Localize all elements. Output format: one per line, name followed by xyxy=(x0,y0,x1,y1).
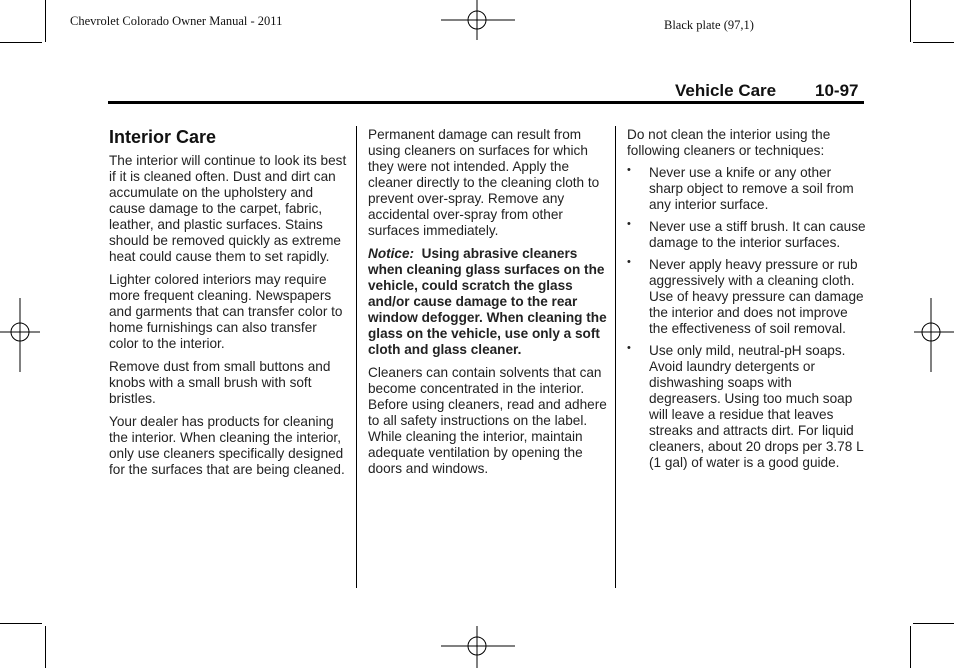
registration-mark-top-icon xyxy=(441,0,515,40)
plate-label: Black plate (97,1) xyxy=(664,18,754,32)
registration-mark-right-icon xyxy=(914,298,954,372)
column-1 xyxy=(109,127,347,485)
section-rule xyxy=(108,101,864,104)
list-item: • Never apply heavy pressure or rub aggressively with a cleaning cloth. Use of heavy pressure can damage the interior and does not improve the effectiveness of soil removal. xyxy=(627,256,864,336)
manual-title: Chevrolet Colorado Owner Manual - 2011 xyxy=(70,14,283,28)
paragraph: Permanent damage can result from using cleaners on surfaces for which they were not intended. Apply the cleaner directly to the cleaning cloth to prevent over-spray. Remove any accidental over-spray from other surfaces immediately. xyxy=(368,127,600,238)
paragraph: Do not clean the interior using the following cleaners or techniques: xyxy=(627,127,831,158)
column-divider-1 xyxy=(356,126,357,588)
paragraph: Lighter colored interiors may require more frequent cleaning. Newspapers and garments that can transfer color to home furnishings can also transfer color to the interior. xyxy=(109,272,343,351)
notice xyxy=(368,246,608,358)
section-title: Vehicle Care xyxy=(675,81,777,100)
interior-care-heading: Interior Care xyxy=(109,127,217,147)
list-item: • Never use a stiff brush. It can cause damage to the interior surfaces. xyxy=(627,218,866,250)
list-item: • Never use a knife or any other sharp object to remove a soil from any interior surface. xyxy=(627,164,854,212)
paragraph: Your dealer has products for cleaning the interior. When cleaning the interior, only use cleaners specifically designed for the surfaces that are being cleaned. xyxy=(109,414,345,477)
paragraph: Cleaners can contain solvents that can become concentrated in the interior. Before using cleaners, read and adhere to all safety instructions on the label. While cleaning the interior, maintain adequate ventilation by opening the doors and windows. xyxy=(368,365,607,476)
bullet-icon: • xyxy=(627,256,631,268)
registration-mark-left-icon xyxy=(0,298,40,372)
page-number: 10-97 xyxy=(815,81,859,100)
column-divider-2 xyxy=(615,126,616,588)
cleaning-techniques-list xyxy=(627,165,867,471)
notice-label: Notice: xyxy=(368,246,415,261)
paragraph: The interior will continue to look its best if it is cleaned often. Dust and dirt can accumulate on the upholstery and cause damage to the carpet, fabric, leather, and plastic surfaces. Stains should be removed quickly as extreme heat could cause them to set rapidly. xyxy=(109,153,347,264)
column-2 xyxy=(368,127,608,484)
bullet-icon: • xyxy=(627,164,631,176)
column-3 xyxy=(627,127,867,477)
paragraph: Remove dust from small buttons and knobs with a small brush with soft bristles. xyxy=(109,359,331,406)
list-item: • Use only mild, neutral-pH soaps. Avoid laundry detergents or dishwashing soaps with degreasers. Using too much soap will leave a residue that leaves streaks and attracts dirt. For liquid cleaners, about 20 drops per 3.78 L (1 gal) of water is a good guide. xyxy=(627,342,864,470)
notice-text: Using abrasive cleaners when cleaning glass surfaces on the vehicle, could scratch the glass and/or cause damage to the rear window defogger. When cleaning the glass on the vehicle, use only a soft cloth and glass cleaner. xyxy=(368,246,607,357)
bullet-icon: • xyxy=(627,218,631,230)
registration-mark-bottom-icon xyxy=(441,626,515,668)
bullet-icon: • xyxy=(627,342,631,354)
